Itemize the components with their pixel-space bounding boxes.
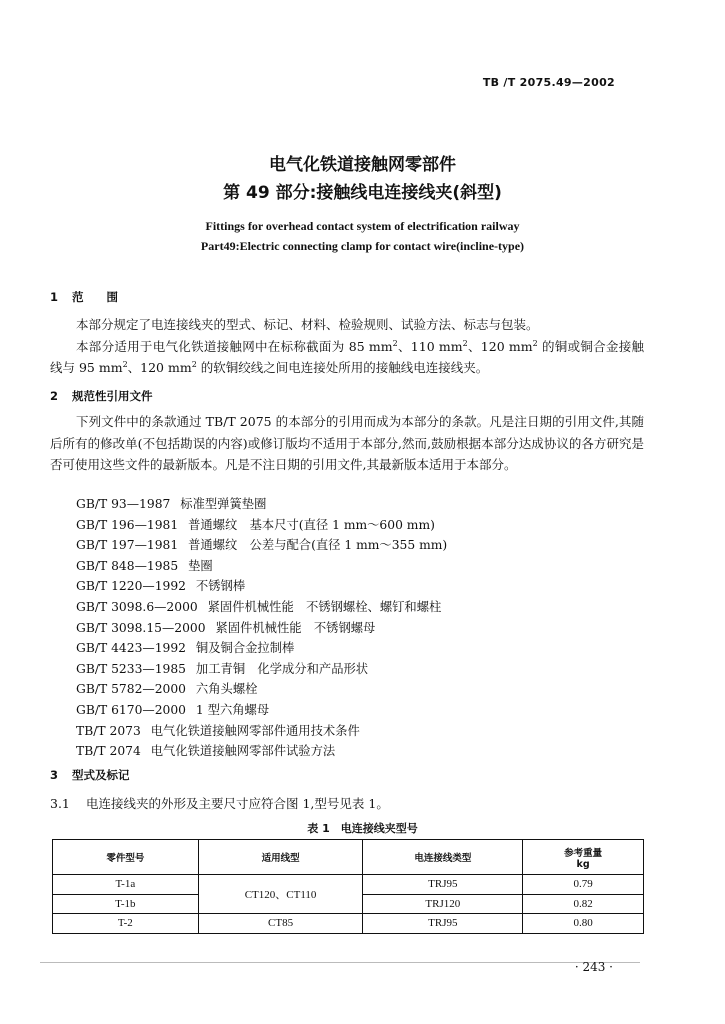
reference-item: GB/T 6170—2000 1 型六角螺母 (76, 702, 270, 717)
cell-clamp: TRJ95 (363, 875, 523, 895)
cell-part: T-1b (53, 894, 199, 914)
standard-code: TB /T 2075.49—2002 (482, 76, 615, 89)
clause-number: 3.1 (50, 796, 70, 811)
clause-text: 电连接线夹的外形及主要尺寸应符合图 1,型号见表 1。 (86, 796, 389, 811)
reference-item: GB/T 3098.15—2000 紧固件机械性能 不锈钢螺母 (76, 620, 376, 635)
cell-clamp: TRJ95 (363, 914, 523, 934)
section-title: 规范性引用文件 (72, 389, 153, 403)
cell-weight: 0.80 (523, 914, 644, 934)
cell-weight: 0.79 (523, 875, 644, 895)
reference-item: TB/T 2074 电气化铁道接触网零部件试验方法 (76, 744, 336, 759)
reference-item: GB/T 196—1981 普通螺纹 基本尺寸(直径 1 mm～600 mm) (76, 517, 435, 532)
table-header-row (53, 840, 644, 875)
clamp-type-table (52, 839, 644, 934)
table-row (53, 875, 644, 895)
table-row (53, 914, 644, 934)
paragraph: 本部分适用于电气化铁道接触网中在标称截面为 85 $mm^2$、110 $mm^2$、120 $mm^2$ 的铜或铜合金接触线与 95 $mm^2$、120 $mm^2$ 的软铜绞线之间电连接处所用的接触线电连接线夹。 (50, 338, 644, 375)
section-2-heading (50, 388, 153, 404)
table-caption: 表 1 电连接线夹型号 (307, 822, 418, 835)
reference-item: GB/T 197—1981 普通螺纹 公差与配合(直径 1 mm～355 mm) (76, 538, 448, 553)
header-weight: 参考重量 kg (523, 840, 644, 875)
reference-list (76, 494, 447, 762)
cell-part: T-2 (53, 914, 199, 934)
cell-clamp: TRJ120 (363, 894, 523, 914)
paragraph: 本部分规定了电连接线夹的型式、标记、材料、检验规则、试验方法、标志与包装。 (76, 317, 539, 332)
section-title: 型式及标记 (72, 768, 130, 782)
cell-part: T-1a (53, 875, 199, 895)
section-number: 2 (50, 389, 59, 403)
footer-divider (40, 962, 640, 963)
reference-item: GB/T 848—1985 垫圈 (76, 558, 213, 573)
section-title: 范 围 (72, 290, 118, 304)
reference-item: GB/T 4423—1992 铜及铜合金拉制棒 (76, 641, 295, 656)
reference-item: GB/T 1220—1992 不锈钢棒 (76, 579, 246, 594)
page-number: · 243 · (574, 960, 613, 974)
clause-3-1 (50, 794, 389, 812)
header-wire: 适用线型 (198, 840, 363, 875)
section-number: 1 (50, 290, 59, 304)
reference-item: GB/T 5233—1985 加工青铜 化学成分和产品形状 (76, 661, 369, 676)
reference-item: GB/T 93—1987 标准型弹簧垫圈 (76, 497, 267, 511)
title-zh-line2: 第 49 部分:接触线电连接线夹(斜型) (223, 183, 502, 203)
cell-wire-merged: CT120、CT110 (198, 875, 363, 914)
header-part: 零件型号 (53, 840, 199, 875)
reference-item: GB/T 5782—2000 六角头螺栓 (76, 682, 258, 697)
title-en-line1: Fittings for overhead contact system of electrification railway (205, 219, 520, 233)
title-zh-line1: 电气化铁道接触网零部件 (269, 155, 456, 175)
cell-weight: 0.82 (523, 894, 644, 914)
section-number: 3 (50, 768, 59, 782)
cell-wire: CT85 (198, 914, 363, 934)
paragraph: 下列文件中的条款通过 TB/T 2075 的本部分的引用而成为本部分的条款。凡是注日期的引用文件,其随后所有的修改单(不包括勘误的内容)或修订版均不适用于本部分,然而,鼓励根据本部分达成协议的各方研究是否可使用这些文件的最新版本。凡是不注日期的引用文件,其最新版本适用于本部分。 (50, 414, 644, 472)
header-clamp: 电连接线类型 (363, 840, 523, 875)
title-en-line2: Part49:Electric connecting clamp for contact wire(incline-type) (200, 239, 525, 253)
reference-item: GB/T 3098.6—2000 紧固件机械性能 不锈钢螺栓、螺钉和螺柱 (76, 599, 442, 614)
section-1-body (50, 314, 644, 379)
reference-item: TB/T 2073 电气化铁道接触网零部件通用技术条件 (76, 723, 360, 738)
section-3-heading (50, 767, 130, 783)
section-1-heading (50, 289, 118, 305)
section-2-body (50, 411, 644, 476)
